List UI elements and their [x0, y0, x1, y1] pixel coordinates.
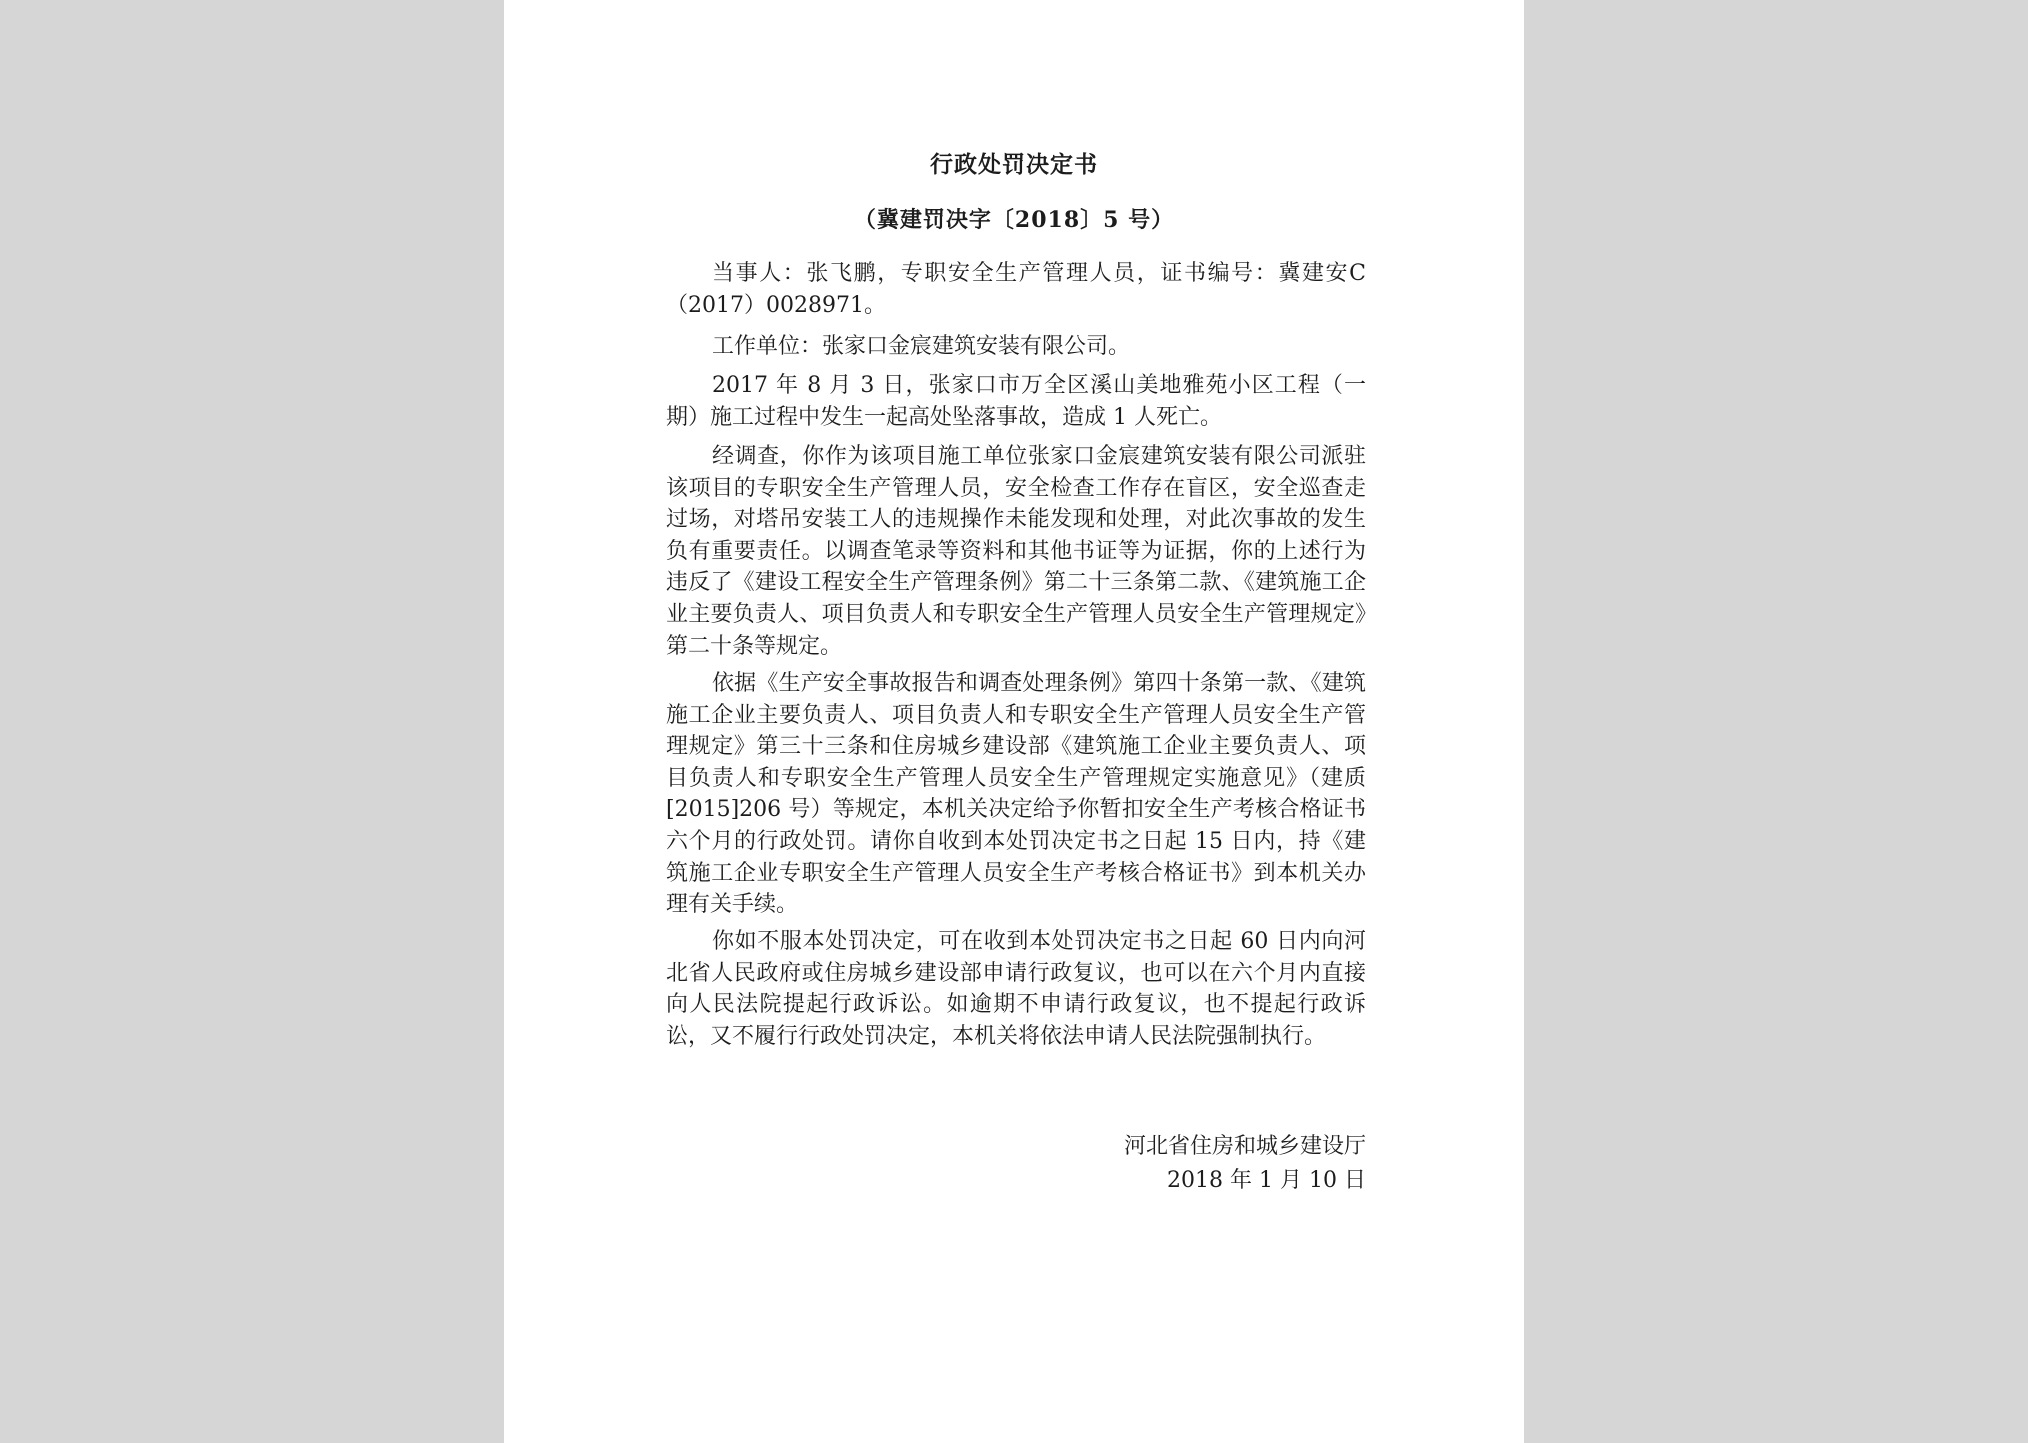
employer-paragraph: 工作单位：张家口金宸建筑安装有限公司。 [712, 334, 1131, 359]
document-page [504, 0, 1524, 1443]
issuer-name: 河北省住房和城乡建设厅 [1123, 1134, 1366, 1159]
signature-block [1124, 1130, 1366, 1198]
decision-paragraph: 依据《生产安全事故报告和调查处理条例》第四十条第一款、《建筑施工企业主要负责人、项目负责人和专职安全生产管理人员安全生产管理规定》第三十三条和住房城乡建设部《建筑施工企业主要负责人、项目负责人和专职安全生产管理人员安全生产管理规定实施意见》（建质[2015]206 号）等规定，本机关决定给予你暂扣安全生产考核合格证书六个月的行政处罚。请你自收到本处罚决定书之日起 15 日内，持《建筑施工企业专职安全生产管理人员安全生产考核合格证书》到本机关办理有关手续。 [666, 671, 1366, 918]
facts-paragraph: 2017 年 8 月 3 日，张家口市万全区溪山美地雅苑小区工程（一期）施工过程中发生一起高处坠落事故，造成 1 人死亡。 [666, 373, 1366, 430]
findings-paragraph: 经调查，你作为该项目施工单位张家口金宸建筑安装有限公司派驻该项目的专职安全生产管理人员，安全检查工作存在盲区，安全巡查走过场，对塔吊安装工人的违规操作未能发现和处理，对此次事故的发生负有重要责任。以调查笔录等资料和其他书证等为证据，你的上述行为违反了《建设工程安全生产管理条例》第二十三条第二款、《建筑施工企业主要负责人、项目负责人和专职安全生产管理人员安全生产管理规定》第二十条等规定。 [666, 444, 1366, 659]
document-number: （冀建罚决字〔2018〕5 号） [853, 207, 1175, 233]
appeal-paragraph: 你如不服本处罚决定，可在收到本处罚决定书之日起 60 日内向河北省人民政府或住房城乡建设部申请行政复议，也可以在六个月内直接向人民法院提起行政诉讼。如逾期不申请行政复议，也不提起行政诉讼，又不履行行政处罚决定，本机关将依法申请人民法院强制执行。 [666, 929, 1366, 1049]
issue-date: 2018 年 1 月 10 日 [1167, 1168, 1366, 1193]
document-title: 行政处罚决定书 [930, 151, 1098, 178]
party-paragraph: 当事人：张飞鹏，专职安全生产管理人员，证书编号：冀建安C（2017）0028971。 [666, 261, 1366, 318]
